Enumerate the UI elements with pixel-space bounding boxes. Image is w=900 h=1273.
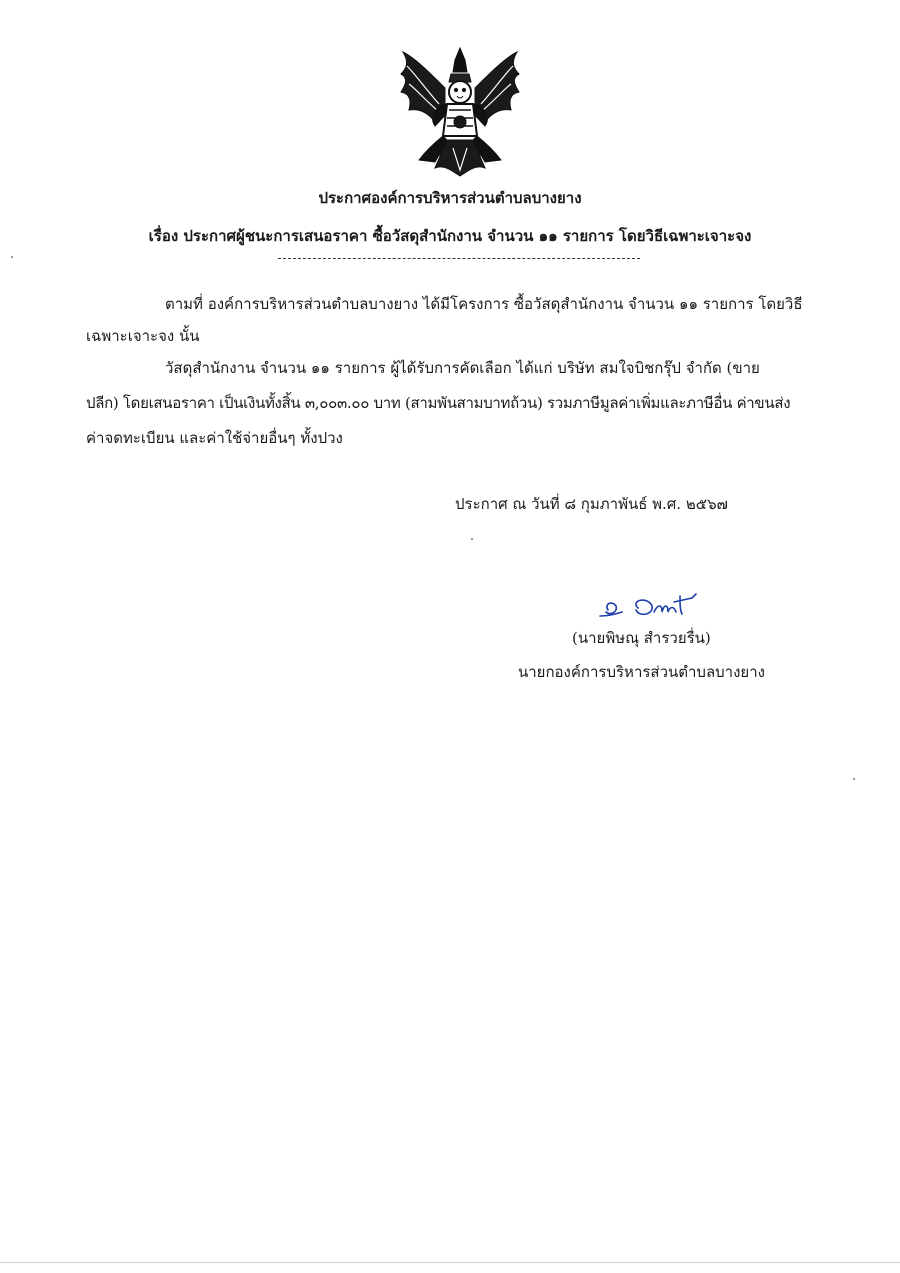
garuda-emblem-icon (395, 44, 525, 180)
signer-name: (นายพิษณุ สำรวยรื่น) (572, 629, 711, 647)
announcement-date: ประกาศ ณ วันที่ ๘ กุมภาพันธ์ พ.ศ. ๒๕๖๗ (455, 495, 728, 513)
scan-speck (11, 256, 13, 258)
paragraph-1-line-1: ตามที่ องค์การบริหารส่วนตำบลบางยาง ได้มีโครงการ ซื้อวัสดุสำนักงาน จำนวน ๑๑ รายการ โดยวิธี (165, 295, 803, 313)
scan-edge (0, 1262, 900, 1263)
paragraph-1-line-2: เฉพาะเจาะจง นั้น (86, 327, 200, 345)
signature-icon (596, 586, 706, 626)
signer-title: นายกองค์การบริหารส่วนตำบลบางยาง (518, 663, 765, 681)
scan-speck (853, 778, 855, 780)
announcement-title: ประกาศองค์การบริหารส่วนตำบลบางยาง (318, 189, 582, 207)
announcement-subject: เรื่อง ประกาศผู้ชนะการเสนอราคา ซื้อวัสดุสำนักงาน จำนวน ๑๑ รายการ โดยวิธีเฉพาะเจาะจง (148, 227, 752, 245)
paragraph-2-line-2: ปลีก) โดยเสนอราคา เป็นเงินทั้งสิ้น ๓,๐๐๓.๐๐ บาท (สามพันสามบาทถ้วน) รวมภาษีมูลค่าเพิ่มและภาษีอื่น ค่าขนส่ง (86, 394, 791, 412)
paragraph-2-line-3: ค่าจดทะเบียน และค่าใช้จ่ายอื่นๆ ทั้งปวง (86, 429, 343, 447)
paragraph-2-line-1: วัสดุสำนักงาน จำนวน ๑๑ รายการ ผู้ได้รับการคัดเลือก ได้แก่ บริษัท สมใจบิชกรุ๊ป จำกัด (ขาย (165, 359, 760, 377)
separator-line (278, 258, 640, 259)
scan-speck (471, 538, 473, 540)
